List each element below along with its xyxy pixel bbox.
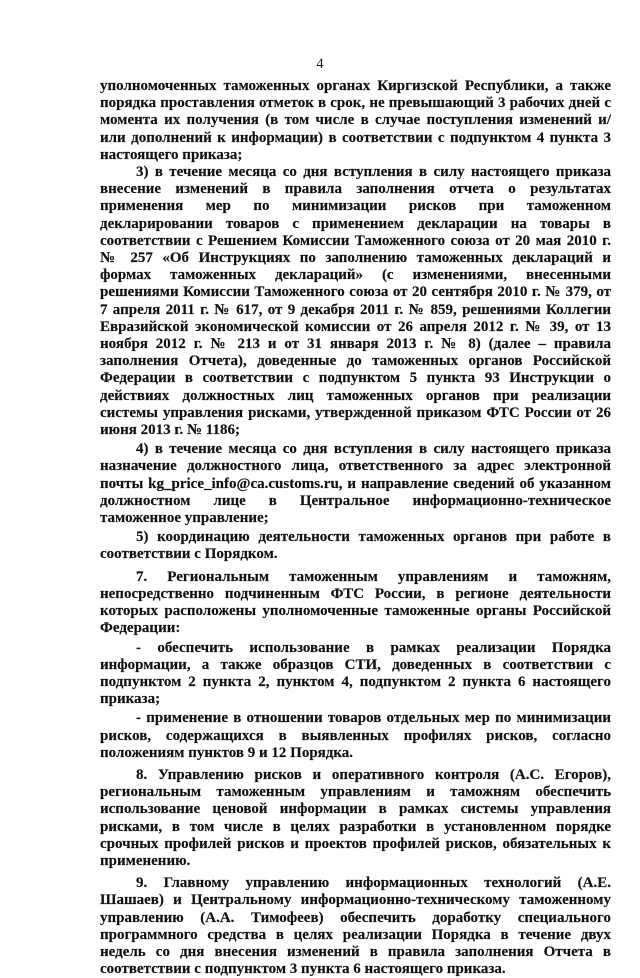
paragraph-section-7-bullet-1: - обеспечить использование в рамках реализации Порядка информации, а также образцов СТИ, доведенных в соответствии с подпунктом 2 пункта 2, пунктом 4, подпунктом 2 пункта 6 настоящего приказа; xyxy=(100,639,611,708)
paragraph-item-3: 3) в течение месяца со дня вступления в силу настоящего приказа внесение изменений в правила заполнения отчета о результатах применения мер по минимизации рисков при таможенном декларировании товаров с применением декларации на товары в соответствии с Решением Комиссии Таможенного союза от 20 мая 2010 г. № 257 «Об Инструкциях по заполнению таможенных деклараций и формах таможенных деклараций» (с изменениями, внесенными решениями Комиссии Таможенного союза от 20 сентября 2010 г. № 379, от 7 апреля 2011 г. № 617, от 9 декабря 2011 г. № 859, решениями Коллегии Евразийской экономической комиссии от 26 апреля 2012 г. № 39, от 13 ноября 2012 г. № 213 и от 31 января 2013 г. № 8) (далее – правила заполнения Отчета), доведенные до таможенных органов Российской Федерации в соответствии с подпунктом 5 пункта 93 Инструкции о действиях должностных лиц таможенных органов при реализации системы управления рисками, утвержденной приказом ФТС России от 26 июня 2013 г. № 1186; xyxy=(100,164,611,439)
paragraph-section-9: 9. Главному управлению информационных технологий (А.Е. Шашаев) и Центральному информационно-техническому таможенному управлению (А.А. Тимофеев) обеспечить доработку специального программного средства в целях реализации Порядка в течение двух недель со дня внесения изменений в правила заполнения Отчета в соответствии с подпунктом 3 пункта 6 настоящего приказа. xyxy=(100,875,611,978)
paragraph-section-8: 8. Управлению рисков и оперативного контроля (А.С. Егоров), региональным таможенным управлениям и таможням обеспечить использование ценовой информации в рамках системы управления рисками, в том числе в целях разработки в установленном порядке срочных профилей рисков и проектов профилей рисков, обязательных к применению. xyxy=(100,766,611,869)
paragraph-section-7: 7. Региональным таможенным управлениям и таможням, непосредственно подчиненным ФТС России, в регионе деятельности которых расположены уполномоченные таможенные органы Российской Федерации: xyxy=(100,568,611,637)
paragraph-section-7-bullet-2: - применение в отношении товаров отдельных мер по минимизации рисков, содержащихся в выявленных профилях рисков, согласно положениям пунктов 9 и 12 Порядка. xyxy=(100,710,611,761)
document-body xyxy=(100,78,611,978)
paragraph-item-5: 5) координацию деятельности таможенных органов при работе в соответствии с Порядком. xyxy=(100,529,611,563)
page-number: 4 xyxy=(316,56,324,72)
paragraph-item-4: 4) в течение месяца со дня вступления в силу настоящего приказа назначение должностного лица, ответственного за адрес электронной почты kg_price_info@ca.customs.ru, и направление сведений об указанном должностном лице в Центральное информационно-техническое таможенное управление; xyxy=(100,441,611,527)
paragraph-continuation: уполномоченных таможенных органах Киргизской Республики, а также порядка проставления отметок в срок, не превышающий 3 рабочих дней с момента их получения (в том числе в случае поступления изменений и/или дополнений к информации) в соответствии с подпунктом 4 пункта 3 настоящего приказа; xyxy=(100,78,611,163)
